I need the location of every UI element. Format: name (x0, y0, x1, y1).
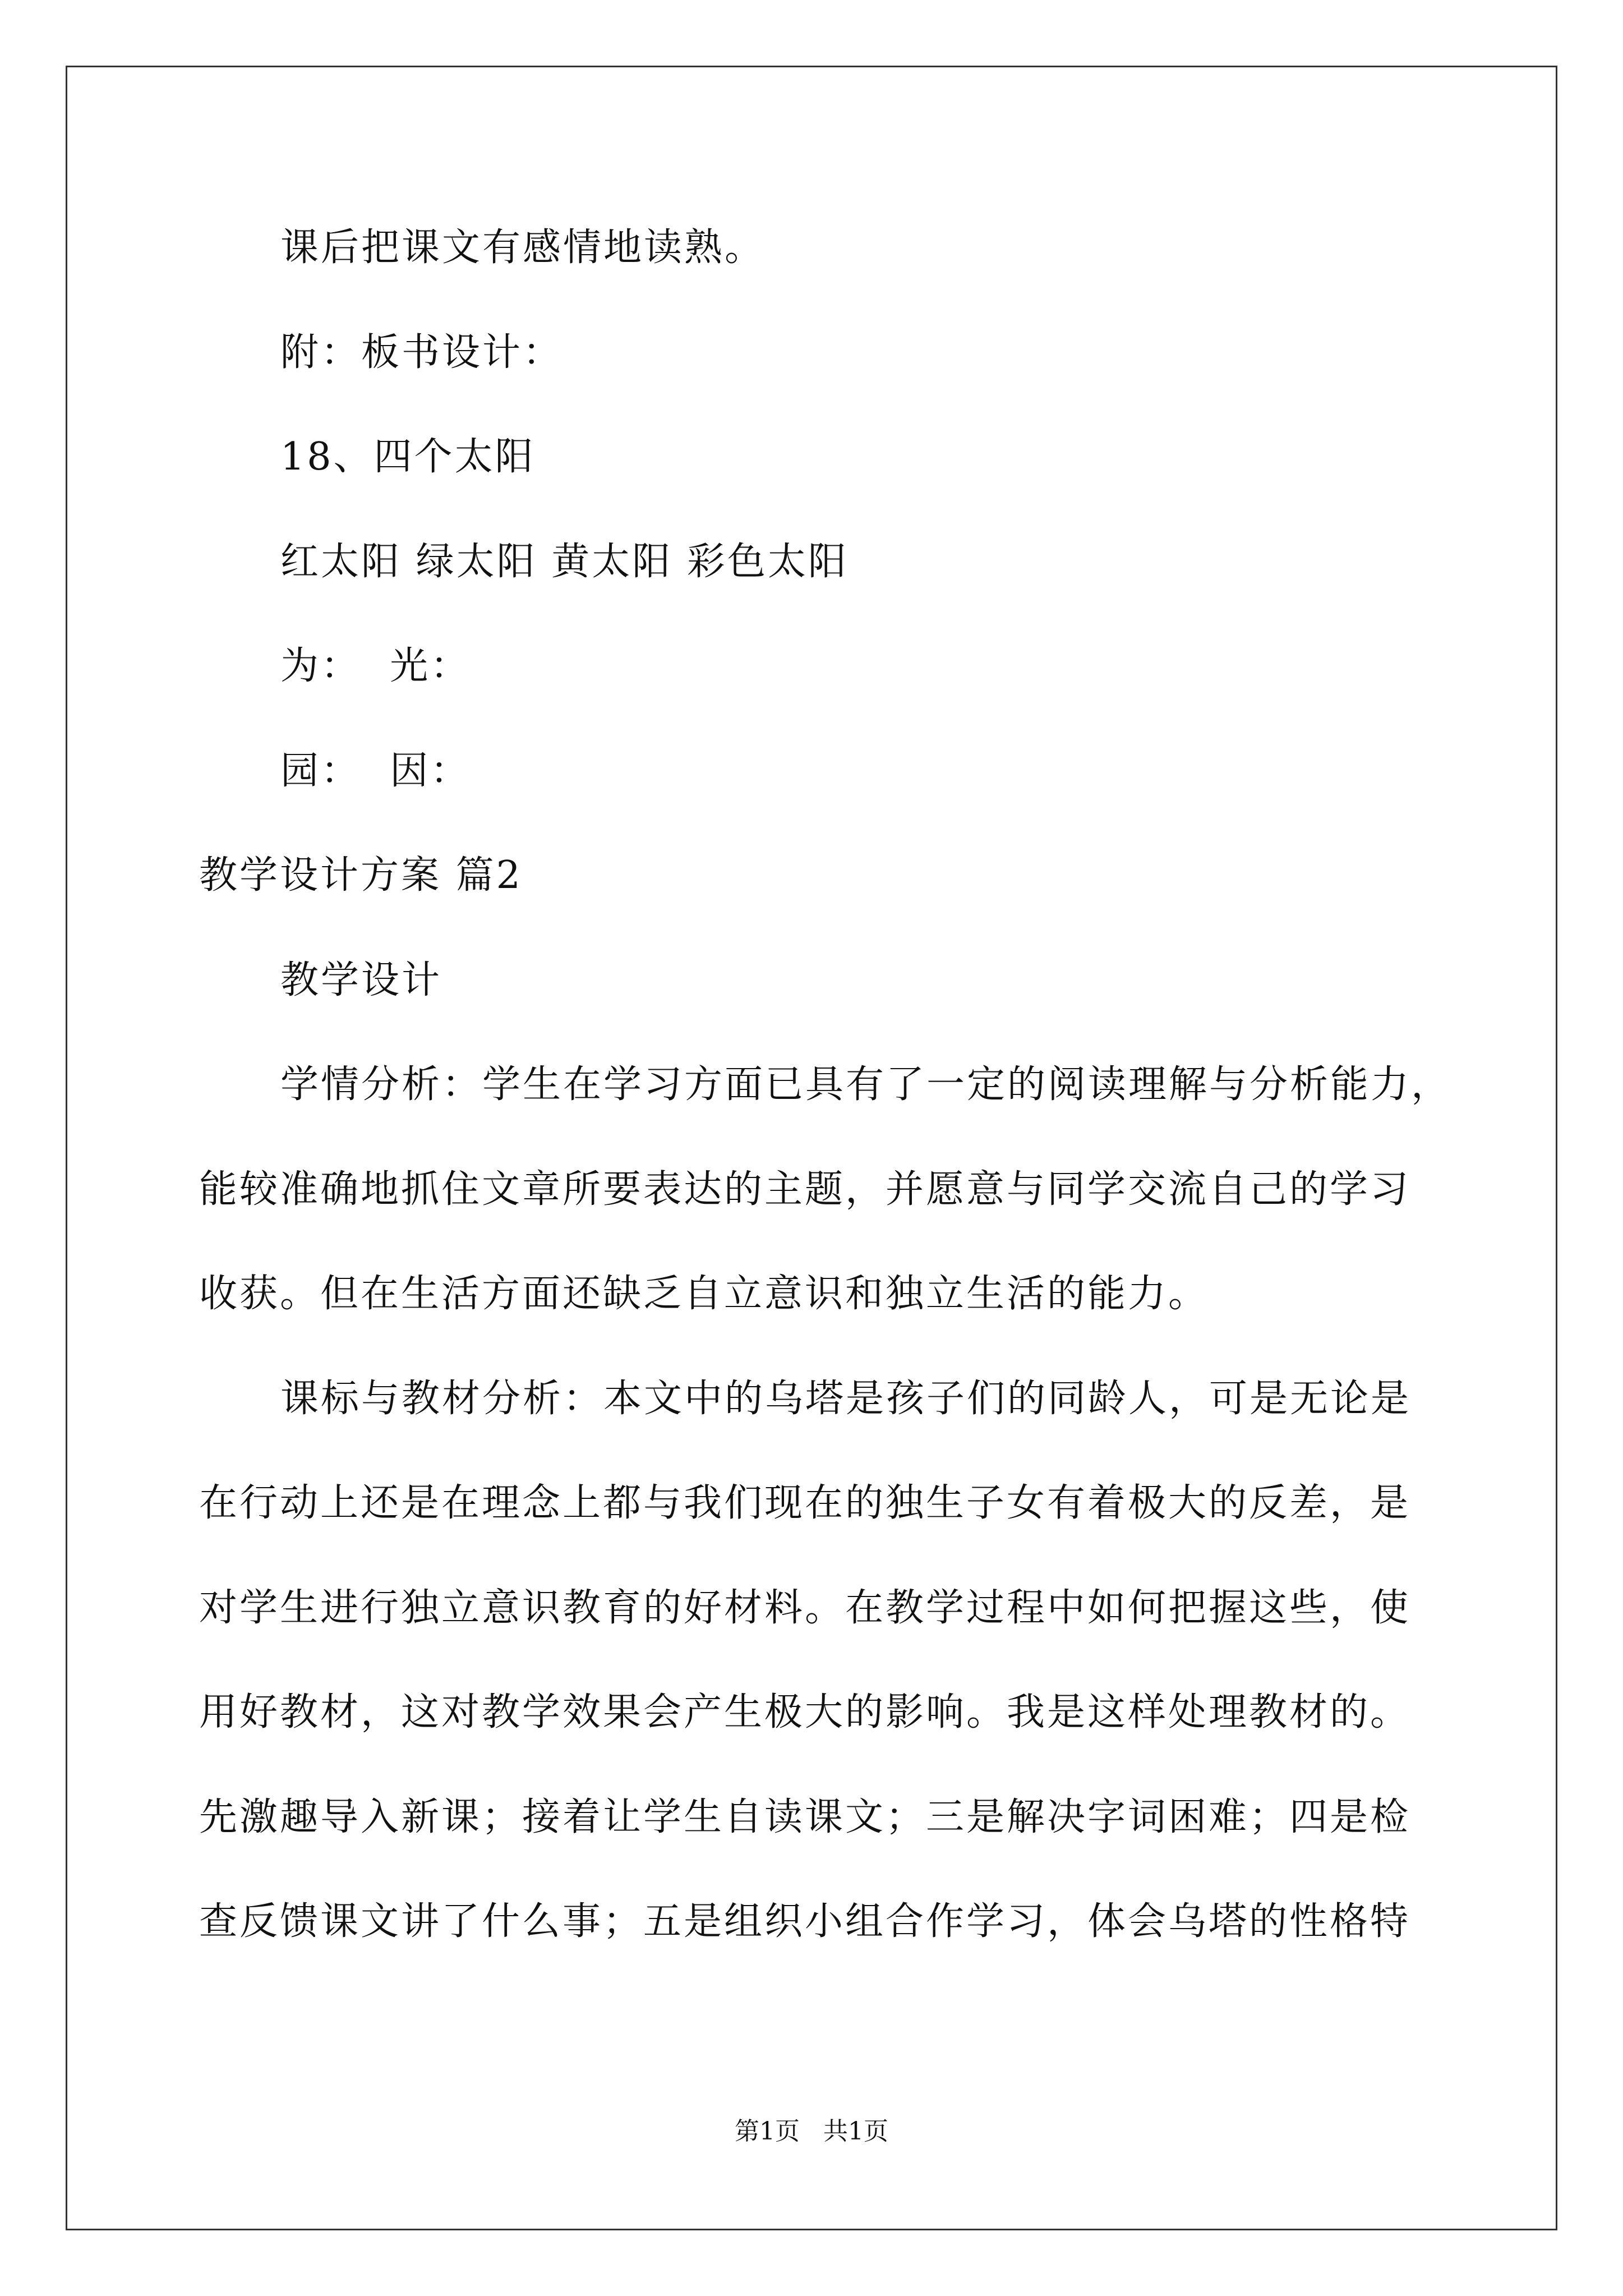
paragraph-line: 能较准确地抓住文章所要表达的主题，并愿意与同学交流自己的学习 (199, 1167, 1411, 1212)
subheading: 教学设计 (280, 958, 442, 1002)
text-line: 为： 光： (280, 644, 471, 688)
paragraph-line: 用好教材，这对教学效果会产生极大的影响。我是这样处理教材的。 (199, 1690, 1411, 1734)
paragraph-line: 查反馈课文讲了什么事；五是组织小组合作学习，体会乌塔的性格特 (199, 1899, 1411, 1944)
paragraph-line: 对学生进行独立意识教育的好材料。在教学过程中如何把握这些，使 (199, 1586, 1411, 1630)
paragraph-line: 课标与教材分析：本文中的乌塔是孩子们的同龄人，可是无论是 (280, 1377, 1412, 1421)
text-line: 课后把课文有感情地读熟。 (280, 226, 766, 270)
paragraph-line: 学情分析：学生在学习方面已具有了一定的阅读理解与分析能力， (280, 1062, 1452, 1107)
text-line: 18、四个太阳 (280, 435, 536, 479)
text-line: 园： 因： (280, 749, 471, 793)
paragraph-line: 先激趣导入新课；接着让学生自读课文；三是解决字词困难；四是检 (199, 1795, 1411, 1839)
text-line: 红太阳 绿太阳 黄太阳 彩色太阳 (280, 540, 849, 584)
paragraph-line: 收获。但在生活方面还缺乏自立意识和独立生活的能力。 (199, 1272, 1209, 1316)
section-heading: 教学设计方案 篇2 (199, 853, 523, 898)
paragraph-line: 在行动上还是在理念上都与我们现在的独生子女有着极大的反差，是 (199, 1481, 1411, 1525)
page-footer: 第1页 共1页 (735, 2117, 888, 2146)
text-line: 附：板书设计： (280, 330, 564, 375)
